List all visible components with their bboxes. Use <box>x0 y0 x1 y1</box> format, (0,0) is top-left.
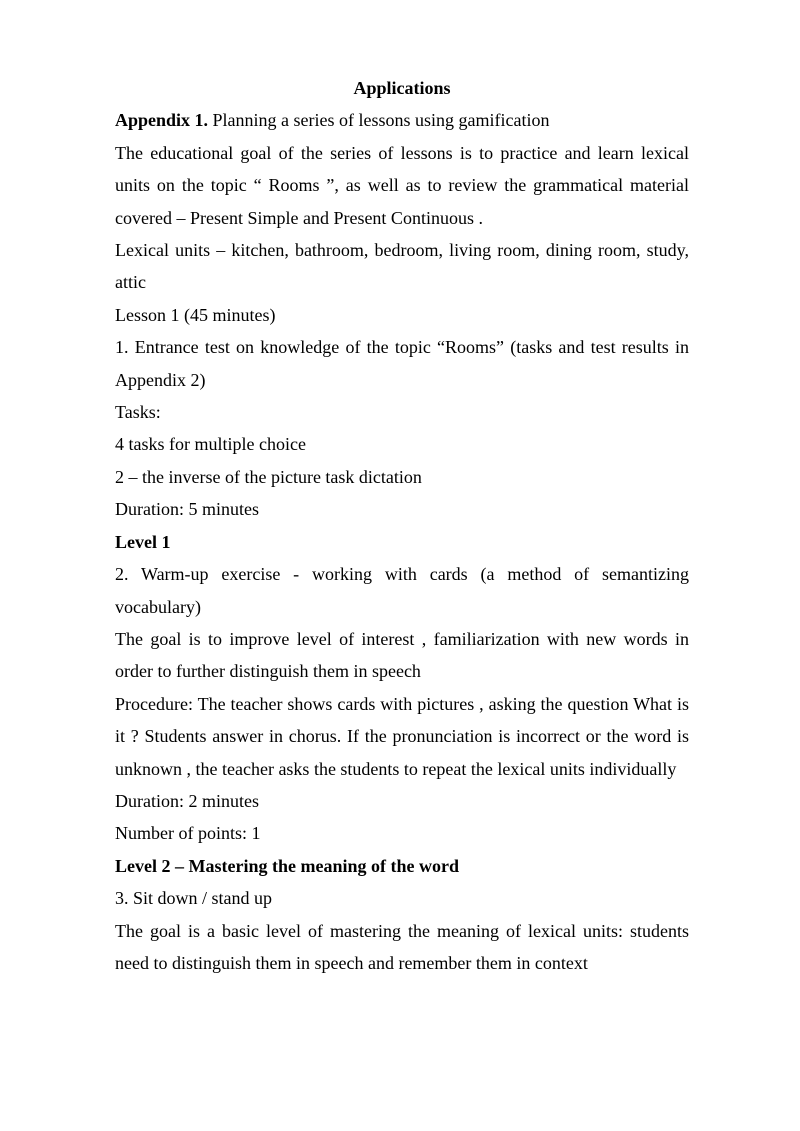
warm-up-goal: The goal is to improve level of interest , familiarization with new words in order to further distinguish them in speech <box>115 628 689 682</box>
level-2-heading: Level 2 – Mastering the meaning of the word <box>115 855 459 876</box>
tasks-label: Tasks: <box>115 402 161 423</box>
sit-stand-item: 3. Sit down / stand up <box>115 888 273 909</box>
level-1-heading: Level 1 <box>115 531 171 552</box>
lesson-1-heading: Lesson 1 (45 minutes) <box>115 304 276 325</box>
sit-stand-goal: The goal is a basic level of mastering the meaning of lexical units: students need to distinguish them in speech and remember them in context <box>115 920 689 973</box>
points-line-2: Number of points: 1 <box>115 823 261 844</box>
page-title: Applications <box>353 78 451 98</box>
appendix-text: Planning a series of lessons using gamification <box>208 110 550 131</box>
appendix-label: Appendix 1. <box>115 110 209 131</box>
tasks-line-2: 2 – the inverse of the picture task dictation <box>115 466 422 487</box>
goal-paragraph: The educational goal of the series of lessons is to practice and learn lexical units on the topic “ Rooms ”, as well as to review the grammatical material covered – Present Simple and Present Continuous . <box>115 142 689 228</box>
lexical-units-paragraph: Lexical units – kitchen, bathroom, bedroom, living room, dining room, study, attic <box>115 240 689 293</box>
document-body <box>115 72 689 979</box>
duration-line-1: Duration: 5 minutes <box>115 499 259 520</box>
warm-up-procedure: Procedure: The teacher shows cards with pictures , asking the question What is it ? Students answer in chorus. If the pronunciation is incorrect or the word is unknown , the teacher asks the students to repeat the lexical units individually <box>115 693 689 779</box>
entrance-test-item: 1. Entrance test on knowledge of the topic “Rooms” (tasks and test results in Appendix 2) <box>115 337 689 390</box>
warm-up-item: 2. Warm-up exercise - working with cards (a method of semantizing vocabulary) <box>115 564 689 617</box>
tasks-line-1: 4 tasks for multiple choice <box>115 434 306 455</box>
duration-line-2: Duration: 2 minutes <box>115 790 259 811</box>
appendix-heading <box>115 104 689 136</box>
